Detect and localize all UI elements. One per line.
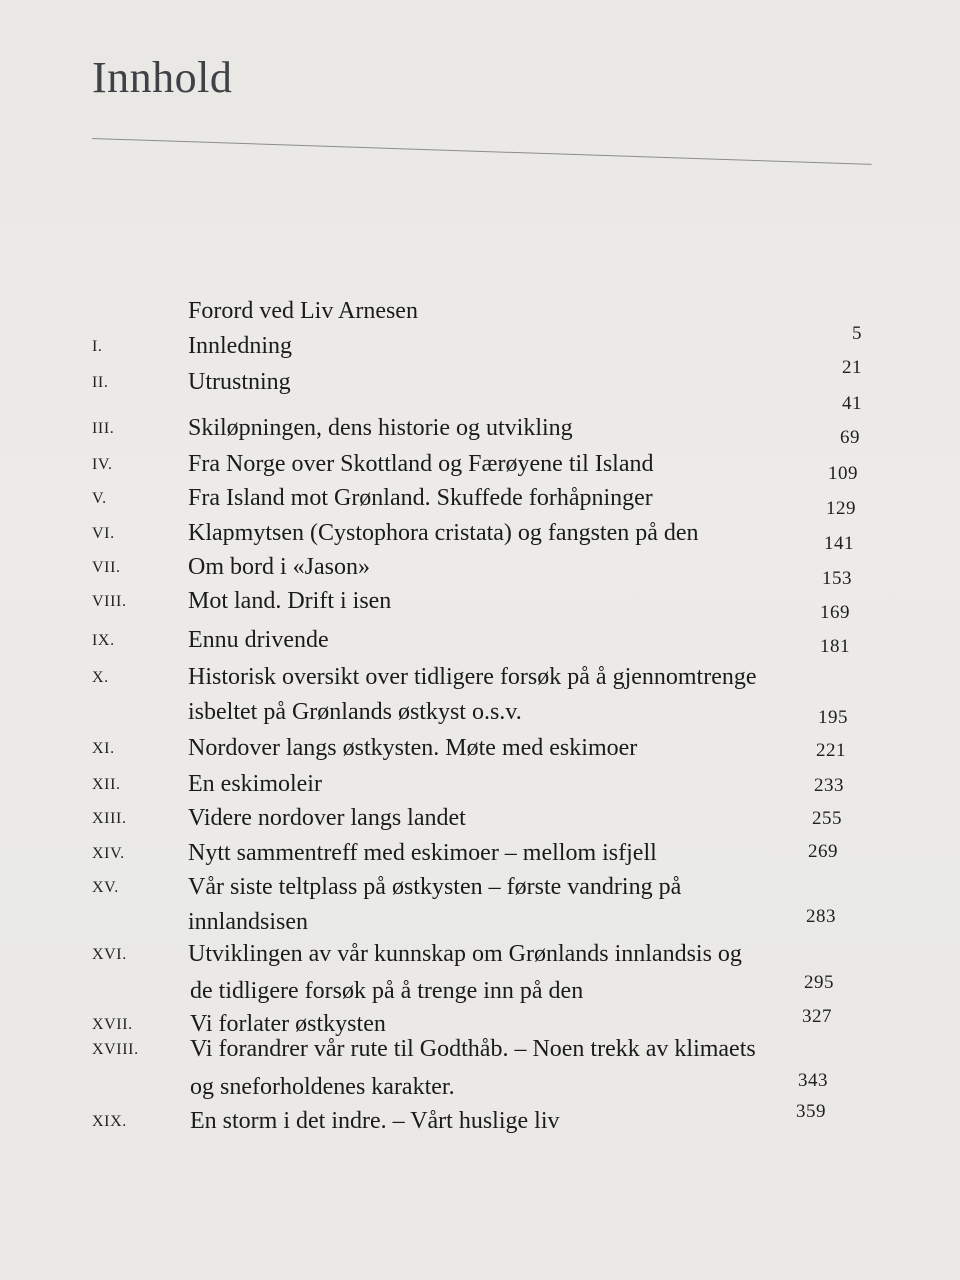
chapter-title: Vi forlater østkysten	[190, 1011, 386, 1037]
page-number: 359	[796, 1101, 826, 1122]
page-number: 283	[806, 906, 836, 927]
chapter-title: de tidligere forsøk på å trenge inn på den	[190, 978, 584, 1004]
page-number: 153	[822, 568, 852, 589]
page-number: 21	[842, 357, 862, 378]
chapter-title: Mot land. Drift i isen	[188, 588, 392, 614]
chapter-number: III.	[92, 420, 115, 437]
chapter-title: Om bord i «Jason»	[188, 554, 370, 580]
chapter-number: XVI.	[92, 946, 127, 963]
page-number: 255	[812, 808, 842, 829]
chapter-number: XV.	[92, 879, 119, 896]
chapter-title: Videre nordover langs landet	[188, 805, 466, 831]
chapter-number: XI.	[92, 740, 115, 757]
page-number: 69	[840, 427, 860, 448]
chapter-title: Nytt sammentreff med eskimoer – mellom isfjell	[188, 840, 657, 866]
chapter-number: IV.	[92, 456, 113, 473]
page-number: 41	[842, 393, 862, 414]
chapter-title: isbeltet på Grønlands østkyst o.s.v.	[188, 699, 522, 725]
page-number: 269	[808, 841, 838, 862]
chapter-title: Nordover langs østkysten. Møte med eskimoer	[188, 735, 638, 761]
page-number: 169	[820, 602, 850, 623]
chapter-title: Klapmytsen (Cystophora cristata) og fangsten på den	[188, 520, 699, 546]
foreword-title: Forord ved Liv Arnesen	[188, 298, 418, 324]
chapter-number: II.	[92, 374, 109, 391]
page-number: 109	[828, 463, 858, 484]
chapter-number: XVIII.	[92, 1041, 139, 1058]
chapter-title: Utrustning	[188, 369, 291, 395]
page-number: 221	[816, 740, 846, 761]
chapter-number: IX.	[92, 632, 115, 649]
chapter-title: Utviklingen av vår kunnskap om Grønlands innlandsis og	[188, 941, 742, 967]
page-number: 5	[852, 323, 862, 344]
chapter-number: X.	[92, 669, 109, 686]
page-number: 141	[824, 533, 854, 554]
chapter-number: XIV.	[92, 845, 125, 862]
chapter-number: XIII.	[92, 810, 127, 827]
chapter-title: Vår siste teltplass på østkysten – første vandring på	[188, 874, 682, 900]
page-number: 181	[820, 636, 850, 657]
page-number: 343	[798, 1070, 828, 1091]
chapter-title: Skiløpningen, dens historie og utvikling	[188, 415, 573, 441]
chapter-number: VI.	[92, 525, 115, 542]
chapter-number: XVII.	[92, 1016, 133, 1033]
page-number: 233	[814, 775, 844, 796]
chapter-number: XIX.	[92, 1113, 127, 1130]
chapter-title: En eskimoleir	[188, 771, 322, 797]
page-title: Innhold	[92, 53, 233, 102]
chapter-title: En storm i det indre. – Vårt huslige liv	[190, 1108, 560, 1134]
page-number: 327	[802, 1006, 832, 1027]
chapter-title: innlandsisen	[188, 909, 308, 935]
chapter-title: Fra Island mot Grønland. Skuffede forhåpninger	[188, 485, 653, 511]
page-number: 295	[804, 972, 834, 993]
chapter-title: Vi forandrer vår rute til Godthåb. – Noen trekk av klimaets	[190, 1036, 756, 1062]
chapter-title: og sneforholdenes karakter.	[190, 1074, 455, 1100]
chapter-title: Ennu drivende	[188, 627, 329, 653]
page-number: 195	[818, 707, 848, 728]
chapter-title: Innledning	[188, 333, 292, 359]
chapter-title: Historisk oversikt over tidligere forsøk på å gjennomtrenge	[188, 664, 757, 690]
chapter-number: I.	[92, 338, 103, 355]
chapter-title: Fra Norge over Skottland og Færøyene til Island	[188, 451, 654, 477]
chapter-number: XII.	[92, 776, 121, 793]
page-number: 129	[826, 498, 856, 519]
chapter-number: VIII.	[92, 593, 127, 610]
chapter-number: V.	[92, 490, 107, 507]
chapter-number: VII.	[92, 559, 121, 576]
